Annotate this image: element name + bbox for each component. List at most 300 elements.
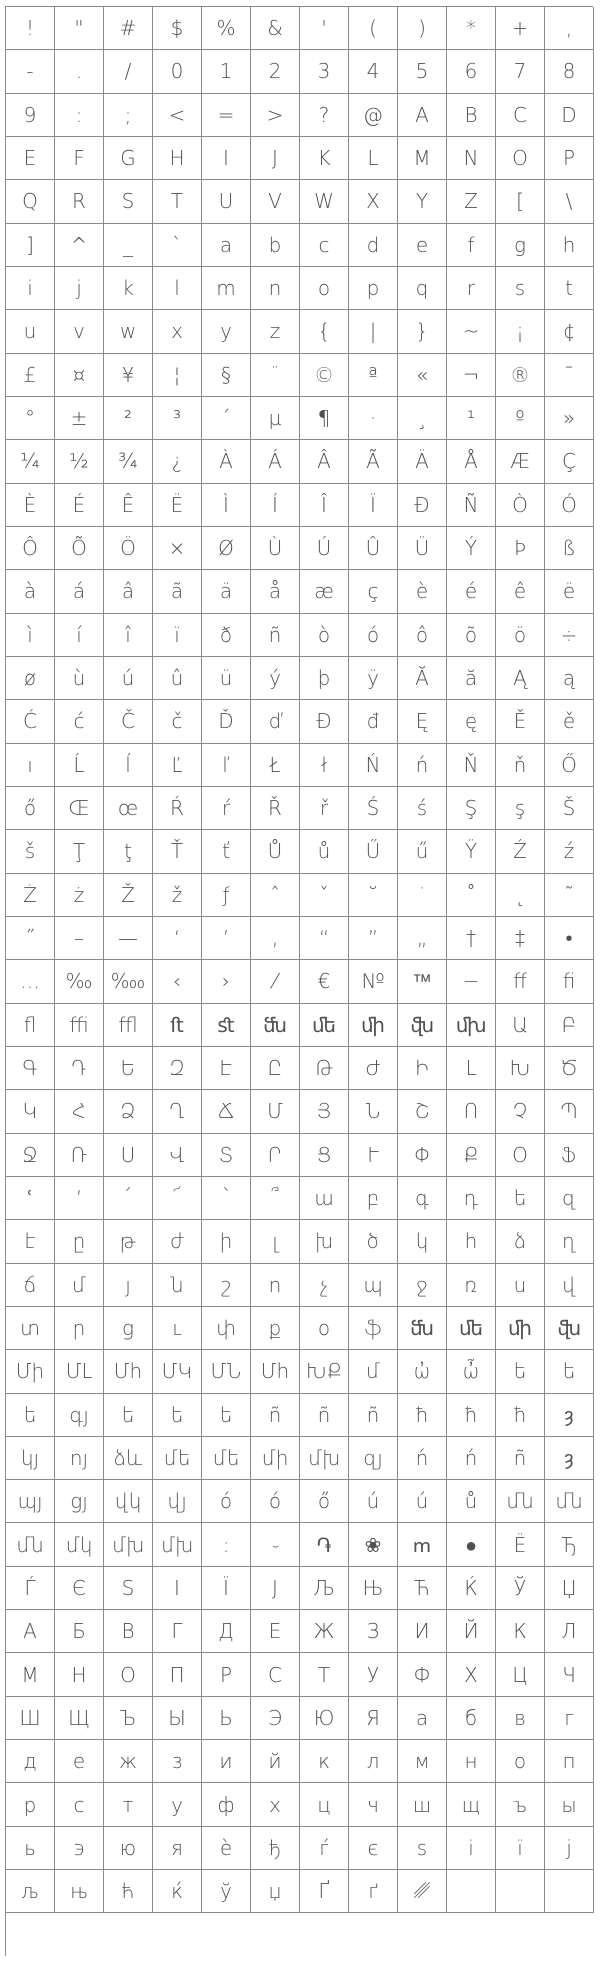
glyph: գյ [69, 1402, 89, 1427]
glyph-cell [153, 1653, 202, 1696]
glyph-cell [104, 744, 153, 787]
glyph-cell [104, 657, 153, 700]
glyph-cell [104, 1307, 153, 1350]
glyph: V [268, 189, 282, 214]
glyph: ¨ [270, 362, 280, 387]
glyph-cell [202, 354, 251, 397]
glyph-cell [447, 1480, 496, 1523]
glyph: ● [464, 1532, 478, 1557]
glyph-cell [496, 917, 545, 960]
glyph-cell [545, 1177, 594, 1220]
glyph: Զ [169, 1056, 185, 1081]
glyph-cell [496, 1004, 545, 1047]
glyph: Э [268, 1705, 282, 1730]
glyph: ˚ [466, 882, 476, 907]
glyph-cell [545, 354, 594, 397]
glyph: y [220, 319, 232, 344]
glyph-cell [202, 1004, 251, 1047]
glyph-cell [496, 7, 545, 50]
glyph: к [318, 1749, 330, 1774]
glyph-cell [153, 397, 202, 440]
glyph: = [217, 102, 235, 127]
glyph-cell [251, 917, 300, 960]
glyph: ﬀ [513, 969, 527, 994]
glyph-cell [349, 874, 398, 917]
glyph-cell [104, 440, 153, 483]
glyph: č [171, 709, 183, 734]
glyph: ' [321, 16, 327, 41]
glyph: а [415, 1705, 429, 1730]
glyph-cell [447, 137, 496, 180]
glyph-cell [496, 960, 545, 1003]
glyph: e [415, 232, 429, 257]
glyph: ю [119, 1835, 137, 1860]
glyph-cell [545, 50, 594, 93]
glyph: c [318, 232, 330, 257]
glyph: X [366, 189, 380, 214]
glyph-cell [349, 1827, 398, 1870]
glyph: ь [24, 1835, 36, 1860]
glyph-cell [104, 1697, 153, 1740]
glyph-cell [55, 1480, 104, 1523]
glyph: ﬗ [455, 1012, 487, 1037]
glyph: Ę [415, 709, 429, 734]
glyph-cell [300, 1264, 349, 1307]
glyph: У [366, 1662, 380, 1687]
glyph: À [219, 449, 233, 474]
glyph-cell [251, 874, 300, 917]
glyph: ‡ [515, 926, 525, 951]
glyph-cell [545, 1307, 594, 1350]
glyph: ﬓ [409, 1316, 435, 1340]
glyph-cell [6, 1220, 55, 1263]
glyph: ^ [70, 232, 88, 257]
glyph: Ք [463, 1142, 479, 1167]
glyph: « [415, 362, 429, 387]
glyph-cell [153, 1437, 202, 1480]
glyph: ñ [268, 622, 282, 647]
glyph: Í [272, 492, 278, 517]
glyph: И [414, 1619, 430, 1644]
glyph: è [415, 579, 429, 604]
glyph: э [73, 1835, 85, 1860]
glyph-cell [55, 310, 104, 353]
glyph-cell [251, 570, 300, 613]
glyph: Ծ [560, 1056, 578, 1081]
glyph: - [26, 59, 34, 84]
glyph-cell [251, 224, 300, 267]
glyph: Ž [121, 882, 135, 907]
glyph-cell [202, 960, 251, 1003]
glyph-cell [153, 744, 202, 787]
glyph-cell [447, 1004, 496, 1047]
glyph: Л [561, 1619, 577, 1644]
glyph-cell [55, 1307, 104, 1350]
glyph: ó [268, 1489, 282, 1514]
glyph: D [561, 102, 577, 127]
glyph: ö [513, 622, 527, 647]
glyph-cell [55, 224, 104, 267]
glyph-cell [496, 94, 545, 137]
glyph-cell [545, 1004, 594, 1047]
glyph-cell [545, 94, 594, 137]
glyph-cell [55, 1653, 104, 1696]
glyph: З [366, 1619, 380, 1644]
glyph-cell [545, 180, 594, 223]
glyph: О [120, 1662, 136, 1687]
glyph: խ [315, 1229, 333, 1254]
glyph-cell [349, 180, 398, 223]
glyph: ч [367, 1792, 379, 1817]
glyph: ŕ [221, 796, 231, 821]
glyph-cell [153, 310, 202, 353]
glyph-cell [104, 484, 153, 527]
glyph: Н [71, 1662, 87, 1687]
glyph-cell [202, 1870, 251, 1913]
glyph-cell [104, 1047, 153, 1090]
glyph: # [119, 16, 137, 41]
glyph-cell [398, 397, 447, 440]
glyph: մ [71, 1272, 87, 1297]
glyph-cell [202, 917, 251, 960]
glyph: ş [514, 796, 526, 821]
glyph: մի [261, 1445, 289, 1470]
glyph: ՛ [125, 1186, 131, 1211]
glyph-cell [300, 1783, 349, 1826]
glyph: ѓ [319, 1835, 329, 1860]
glyph-cell [153, 1220, 202, 1263]
glyph-cell [349, 614, 398, 657]
glyph: æ [314, 579, 334, 604]
glyph-cell [55, 830, 104, 873]
glyph: í [76, 622, 82, 647]
glyph-cell [202, 94, 251, 137]
glyph: е [72, 1749, 86, 1774]
glyph: Æ [510, 449, 530, 474]
glyph-cell [202, 1783, 251, 1826]
glyph: Õ [71, 536, 87, 561]
glyph-cell [251, 1394, 300, 1437]
glyph-cell [153, 1740, 202, 1783]
glyph-cell [55, 1264, 104, 1307]
glyph: Ј [272, 1575, 278, 1600]
glyph-cell [398, 830, 447, 873]
glyph-cell [6, 657, 55, 700]
glyph-cell [447, 787, 496, 830]
glyph: ј [566, 1835, 572, 1860]
glyph-cell [349, 440, 398, 483]
glyph-cell [447, 1610, 496, 1653]
glyph: П [169, 1662, 185, 1687]
glyph: Վ [169, 1142, 185, 1167]
glyph: ± [70, 406, 88, 431]
glyph: þ [317, 666, 331, 691]
glyph: Ղ [169, 1099, 185, 1124]
glyph-cell [6, 310, 55, 353]
glyph-cell [300, 1610, 349, 1653]
glyph: ú [415, 1489, 429, 1514]
glyph-cell [55, 94, 104, 137]
glyph: Đ [316, 709, 332, 734]
glyph: † [466, 926, 476, 951]
glyph: ժ [169, 1229, 185, 1254]
glyph: ° [25, 406, 35, 431]
glyph: Մհ [260, 1359, 290, 1384]
glyph-cell [349, 700, 398, 743]
glyph-cell [300, 527, 349, 570]
glyph: ὦ [462, 1359, 480, 1384]
glyph-cell [349, 1090, 398, 1133]
glyph: ý [269, 666, 281, 691]
glyph: ր [72, 1316, 86, 1340]
glyph-cell [300, 354, 349, 397]
glyph-cell [447, 484, 496, 527]
glyph-cell [398, 960, 447, 1003]
glyph-cell [398, 1697, 447, 1740]
glyph: } [415, 319, 429, 344]
glyph: _ [123, 232, 133, 257]
glyph-cell [251, 50, 300, 93]
glyph-cell [447, 1177, 496, 1220]
glyph: [ [516, 189, 524, 214]
glyph: @ [363, 102, 383, 127]
glyph: Ò [512, 492, 528, 517]
glyph-cell [202, 1827, 251, 1870]
glyph: L [367, 146, 379, 171]
glyph-cell [349, 137, 398, 180]
glyph-cell [545, 700, 594, 743]
glyph: U [218, 189, 234, 214]
glyph-cell [349, 1653, 398, 1696]
glyph: ՜ [173, 1186, 181, 1211]
glyph: ś [416, 796, 428, 821]
glyph: ն [170, 1272, 184, 1297]
glyph-cell [398, 354, 447, 397]
glyph-cell [496, 1480, 545, 1523]
glyph-cell [6, 354, 55, 397]
glyph-cell [349, 484, 398, 527]
glyph: Ì [223, 492, 229, 517]
glyph-cell [545, 1827, 594, 1870]
glyph-cell [104, 1610, 153, 1653]
glyph: | [369, 319, 377, 344]
glyph: ¢ [562, 319, 576, 344]
glyph-cell [398, 1004, 447, 1047]
glyph: Փ [414, 1142, 430, 1167]
glyph: Ë [513, 1532, 527, 1557]
glyph: ք [268, 1316, 282, 1340]
glyph: ² [123, 406, 133, 431]
glyph-cell [447, 7, 496, 50]
glyph: Ä [415, 449, 429, 474]
glyph-cell [447, 180, 496, 223]
glyph-cell [545, 1090, 594, 1133]
glyph: § [221, 362, 231, 387]
glyph-cell [398, 1783, 447, 1826]
glyph-cell [251, 1740, 300, 1783]
glyph-cell [55, 527, 104, 570]
glyph: ե [219, 1402, 233, 1427]
glyph-cell [447, 570, 496, 613]
glyph: ¤ [72, 362, 86, 387]
glyph: ˇ [319, 882, 329, 907]
glyph-cell [447, 440, 496, 483]
glyph: Ć [23, 709, 37, 734]
glyph-cell [104, 1827, 153, 1870]
glyph: h [562, 232, 576, 257]
glyph-cell [104, 1437, 153, 1480]
glyph-cell [6, 267, 55, 310]
glyph: 3 [317, 59, 331, 84]
glyph-cell [153, 1783, 202, 1826]
glyph: Գ [22, 1056, 38, 1081]
glyph-cell [300, 180, 349, 223]
glyph-cell [202, 224, 251, 267]
glyph-cell [6, 180, 55, 223]
glyph-cell [545, 1783, 594, 1826]
glyph-cell [398, 50, 447, 93]
glyph: ú [121, 666, 135, 691]
glyph: Ş [464, 796, 478, 821]
glyph-cell [104, 830, 153, 873]
glyph: Ë [170, 492, 184, 517]
glyph: A [415, 102, 429, 127]
glyph-cell [251, 1523, 300, 1566]
glyph-cell [545, 917, 594, 960]
glyph: ć [73, 709, 85, 734]
glyph-cell [447, 1047, 496, 1090]
glyph-cell [6, 1697, 55, 1740]
glyph: Ґ [318, 1879, 330, 1904]
glyph-cell [300, 224, 349, 267]
glyph-cell [349, 50, 398, 93]
glyph: ű [415, 839, 429, 864]
glyph: ﬅ [170, 1012, 184, 1037]
glyph: я [171, 1835, 183, 1860]
glyph-cell [300, 50, 349, 93]
glyph-cell [545, 1047, 594, 1090]
glyph-cell [55, 1697, 104, 1740]
glyph-cell [447, 744, 496, 787]
glyph: N [463, 146, 479, 171]
glyph-cell [545, 1697, 594, 1740]
glyph-cell [300, 1394, 349, 1437]
glyph: g [513, 232, 526, 257]
glyph-cell [447, 1740, 496, 1783]
glyph: օ [317, 1316, 331, 1340]
glyph-cell [300, 1827, 349, 1870]
glyph-cell [300, 1480, 349, 1523]
glyph-cell [447, 614, 496, 657]
glyph: Ö [120, 536, 136, 561]
glyph: H [169, 146, 185, 171]
glyph: * [466, 16, 476, 41]
glyph: 8 [562, 59, 576, 84]
glyph-cell [496, 657, 545, 700]
glyph: ž [171, 882, 183, 907]
glyph: O [512, 146, 528, 171]
glyph: Ã [366, 449, 380, 474]
glyph: ս [513, 1272, 527, 1297]
glyph-cell [300, 830, 349, 873]
glyph-cell [153, 1004, 202, 1047]
glyph-cell [496, 874, 545, 917]
glyph: Ô [22, 536, 38, 561]
glyph: ą [562, 666, 576, 691]
glyph: ˝ [25, 926, 35, 951]
glyph: ﬕ [361, 1012, 385, 1037]
glyph: о [513, 1749, 527, 1774]
glyph-cell [300, 570, 349, 613]
glyph: i [27, 276, 33, 301]
glyph: է [24, 1229, 36, 1254]
glyph-cell [202, 1264, 251, 1307]
glyph-cell [496, 1827, 545, 1870]
glyph: Ѕ [121, 1575, 135, 1600]
glyph-cell [251, 1653, 300, 1696]
glyph: Ă [415, 666, 429, 691]
glyph-cell [153, 1047, 202, 1090]
glyph: ђ [268, 1835, 282, 1860]
glyph-cell [496, 1307, 545, 1350]
glyph-cell [496, 484, 545, 527]
glyph-cell [6, 1394, 55, 1437]
glyph: ø [23, 666, 37, 691]
glyph-cell [202, 874, 251, 917]
glyph: a [219, 232, 233, 257]
glyph: ﬖ [557, 1316, 581, 1340]
glyph-cell [6, 1610, 55, 1653]
glyph: ջ [416, 1272, 428, 1297]
glyph-cell [251, 1220, 300, 1263]
glyph-cell [251, 960, 300, 1003]
glyph: л [366, 1749, 380, 1774]
glyph-cell [104, 960, 153, 1003]
glyph-cell [251, 1783, 300, 1826]
glyph-cell [251, 397, 300, 440]
glyph-cell [6, 570, 55, 613]
glyph-cell [202, 1567, 251, 1610]
glyph-cell [251, 1480, 300, 1523]
glyph: Չ [512, 1099, 528, 1124]
glyph-cell [251, 94, 300, 137]
glyph: ľ [222, 752, 230, 777]
glyph-cell [300, 7, 349, 50]
glyph: ﬔ [458, 1316, 484, 1340]
glyph: , [565, 16, 573, 41]
glyph: ħ [513, 1402, 527, 1427]
glyph: շ [220, 1272, 232, 1297]
glyph: Ż [23, 882, 37, 907]
glyph-cell [300, 1047, 349, 1090]
glyph: ê [513, 579, 527, 604]
glyph-cell [202, 310, 251, 353]
glyph: Ֆ [560, 1142, 578, 1167]
glyph: Ճ [218, 1099, 234, 1124]
glyph-cell [153, 1134, 202, 1177]
glyph-cell [349, 1264, 398, 1307]
glyph: C [513, 102, 527, 127]
glyph: q [415, 276, 429, 301]
glyph-cell [55, 1090, 104, 1133]
glyph-cell [251, 137, 300, 180]
glyph-cell [104, 570, 153, 613]
glyph-cell [447, 830, 496, 873]
glyph-cell [153, 1870, 202, 1913]
glyph: â [121, 579, 135, 604]
glyph-cell [55, 484, 104, 527]
glyph: ե [513, 1186, 527, 1211]
